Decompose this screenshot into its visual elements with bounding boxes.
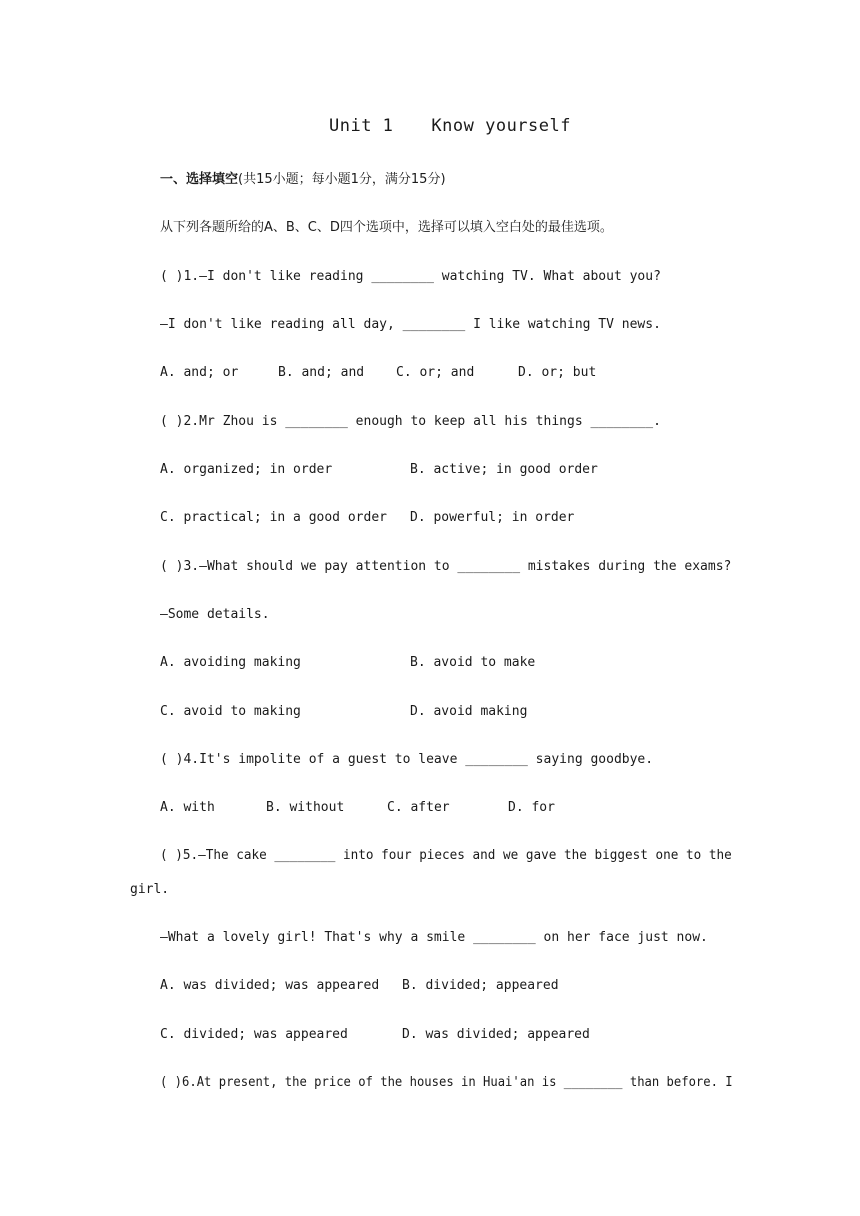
unit-name: Know yourself — [431, 116, 571, 136]
question-5-reply: —What a lovely girl! That's why a smile ________ on her face just now. — [160, 930, 708, 945]
question-3-option-b: B. avoid to make — [410, 655, 536, 670]
question-5-stem: ( )5.—The cake ________ into four pieces and we gave the biggest one to the — [160, 848, 732, 863]
question-2-option-b: B. active; in good order — [410, 462, 598, 477]
question-5-options-row-1 — [160, 976, 559, 996]
question-4-options — [160, 798, 555, 818]
question-1-option-a: A. and; or — [160, 365, 239, 380]
question-4-option-d: D. for — [508, 800, 555, 815]
question-1-stem: ( )1.—I don't like reading ________ watching TV. What about you? — [160, 269, 661, 284]
question-1-option-d: D. or; but — [518, 365, 597, 380]
question-5-option-d: D. was divided; appeared — [402, 1027, 590, 1042]
question-2-option-a: A. organized; in order — [160, 462, 333, 477]
question-3-option-d: D. avoid making — [410, 704, 528, 719]
section-note: (共15小题；每小题1分，满分15分) — [238, 172, 446, 187]
question-4-option-c: C. after — [387, 800, 450, 815]
question-5-option-c: C. divided; was appeared — [160, 1027, 348, 1042]
question-1-option-c: C. or; and — [396, 365, 475, 380]
question-3-stem: ( )3.—What should we pay attention to ________ mistakes during the exams? — [160, 559, 732, 574]
section-heading — [160, 170, 446, 190]
question-3-option-a: A. avoiding making — [160, 655, 301, 670]
question-6-stem: ( )6.At present, the price of the houses in Huai'an is ________ than before. I — [160, 1075, 733, 1090]
question-3-reply: —Some details. — [160, 607, 270, 622]
question-4-option-a: A. with — [160, 800, 215, 815]
question-1-options — [160, 363, 596, 383]
question-2-option-c: C. practical; in a good order — [160, 510, 387, 525]
section-title: 一、选择填空 — [160, 172, 239, 187]
question-2-stem: ( )2.Mr Zhou is ________ enough to keep all his things ________. — [160, 414, 661, 429]
question-5-option-b: B. divided; appeared — [402, 978, 559, 993]
question-3-option-c: C. avoid to making — [160, 704, 301, 719]
question-5-option-a: A. was divided; was appeared — [160, 978, 380, 993]
question-4-option-b: B. without — [266, 800, 345, 815]
question-2-options-row-2 — [160, 508, 574, 528]
question-5-options-row-2 — [160, 1025, 590, 1045]
question-5-stem-continued: girl. — [130, 882, 170, 897]
question-2-options-row-1 — [160, 460, 598, 480]
question-3-options-row-1 — [160, 653, 535, 673]
question-3-options-row-2 — [160, 702, 527, 722]
unit-number: Unit 1 — [329, 116, 394, 136]
section-instruction: 从下列各题所给的A、B、C、D四个选项中，选择可以填入空白处的最佳选项。 — [160, 220, 613, 235]
question-4-stem: ( )4.It's impolite of a guest to leave ________ saying goodbye. — [160, 752, 654, 767]
page-title — [0, 116, 860, 136]
question-1-reply: —I don't like reading all day, ________ I like watching TV news. — [160, 317, 661, 332]
question-2-option-d: D. powerful; in order — [410, 510, 575, 525]
question-1-option-b: B. and; and — [278, 365, 365, 380]
